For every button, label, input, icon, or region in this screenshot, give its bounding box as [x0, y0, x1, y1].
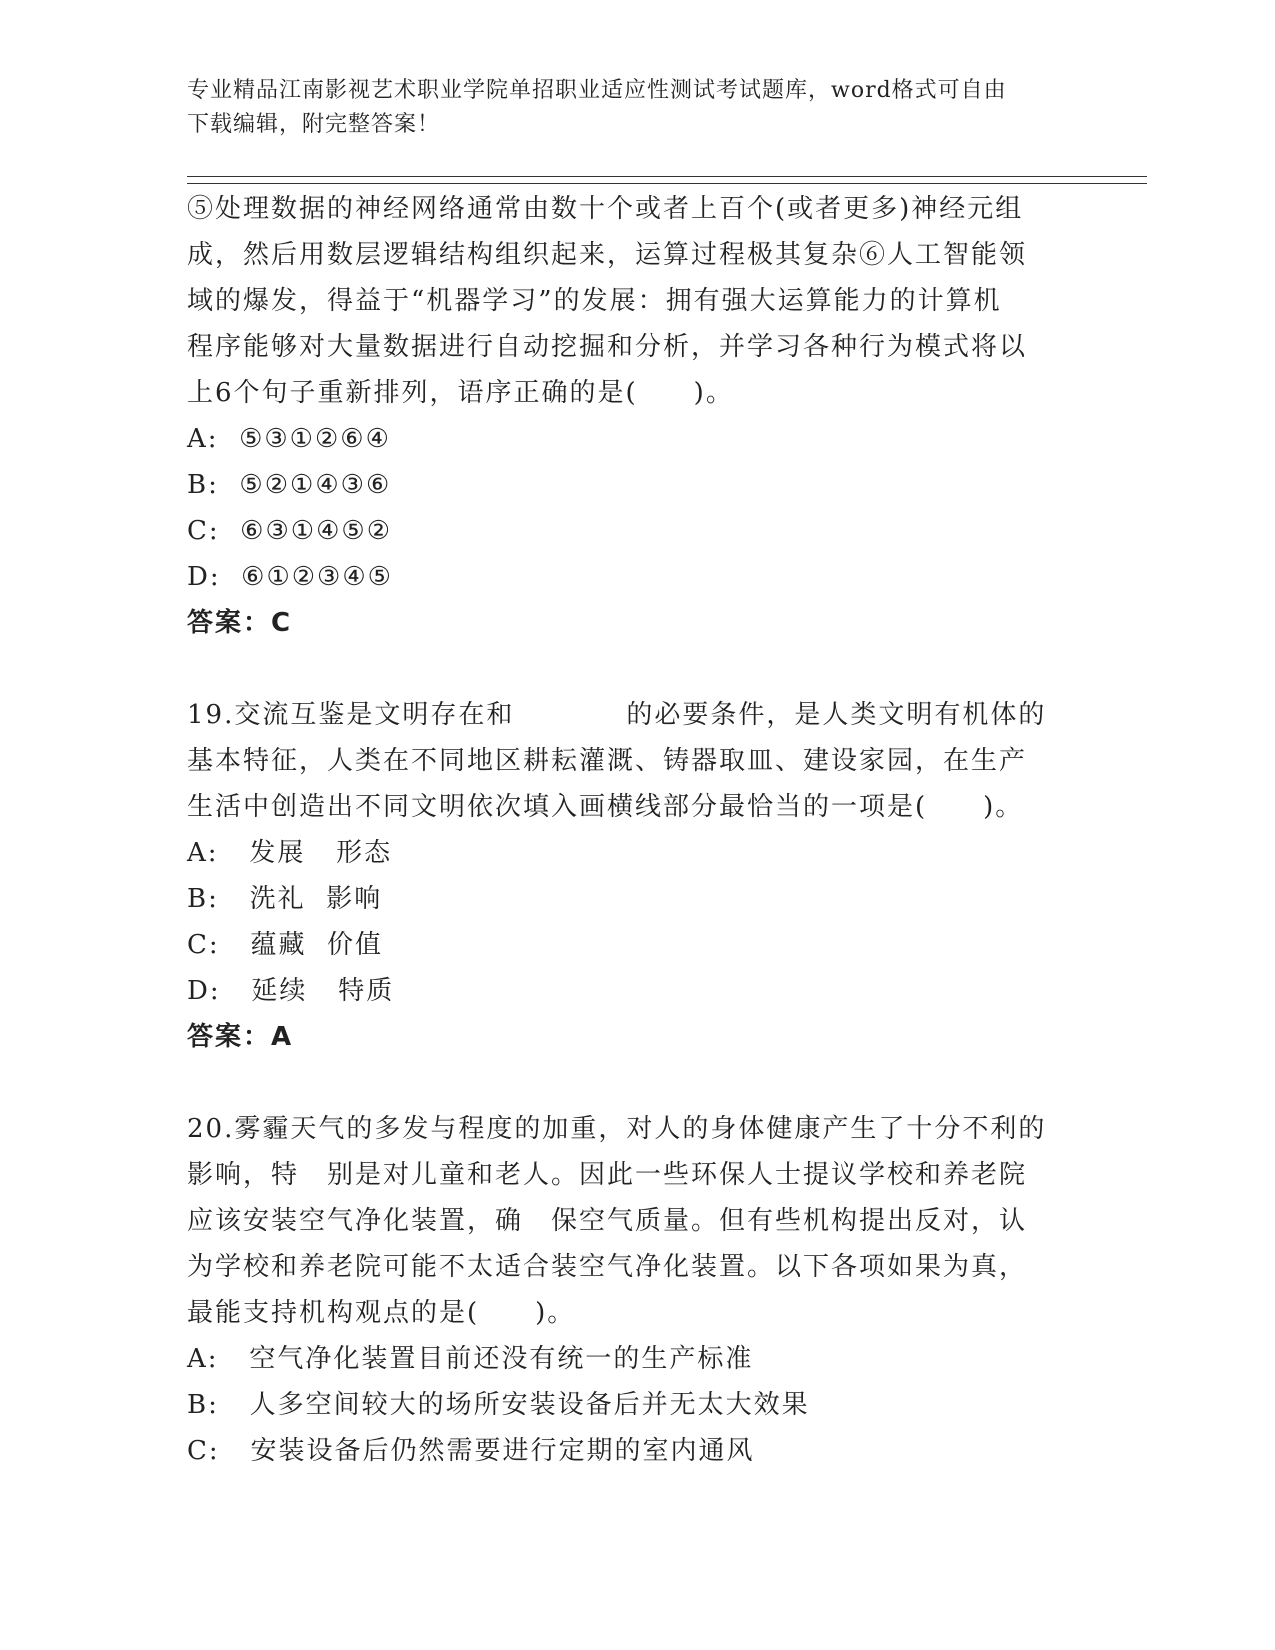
question-text-line: 最能支持机构观点的是( )。 [187, 1298, 576, 1328]
option-a: A: 发展 形态 [187, 838, 393, 868]
option-b: B: ⑤②①④③⑥ [187, 470, 392, 500]
option-b: B: 人多空间较大的场所安装设备后并无太大效果 [187, 1390, 810, 1420]
question-text-line: 程序能够对大量数据进行自动挖掘和分析，并学习各种行为模式将以 [187, 332, 1028, 362]
option-a: A: ⑤③①②⑥④ [187, 424, 391, 454]
option-b: B: 洗礼 影响 [187, 884, 383, 914]
question-spacer [187, 646, 1067, 692]
answer-label: 答案：A [187, 1022, 294, 1052]
question-text-line: 影响，特 别是对儿童和老人。因此一些环保人士提议学校和养老院 [187, 1160, 1028, 1190]
header-line-1: 专业精品江南影视艺术职业学院单招职业适应性测试考试题库，word格式可自由 [187, 78, 1007, 103]
question-text-line: 基本特征，人类在不同地区耕耘灌溉、铸器取皿、建设家园，在生产 [187, 746, 1028, 776]
question-text-line: 上6个句子重新排列，语序正确的是( )。 [187, 378, 734, 408]
option-a: A: 空气净化装置目前还没有统一的生产标准 [187, 1344, 754, 1374]
option-d: D: ⑥①②③④⑤ [187, 562, 393, 592]
question-spacer [187, 1060, 1067, 1106]
option-c: C: 安装设备后仍然需要进行定期的室内通风 [187, 1436, 755, 1466]
header-double-rule [187, 176, 1147, 184]
question-text-line: 域的爆发，得益于“机器学习”的发展：拥有强大运算能力的计算机 [187, 286, 1002, 316]
document-body [187, 186, 1067, 1474]
question-text-line: 19.交流互鉴是文明存在和 的必要条件，是人类文明有机体的 [187, 700, 1047, 730]
header-line-2: 下载编辑，附完整答案！ [187, 112, 441, 137]
page-header [187, 74, 1067, 142]
question-text-line: 应该安装空气净化装置，确 保空气质量。但有些机构提出反对，认 [187, 1206, 1028, 1236]
question-19 [187, 692, 1067, 1060]
option-c: C: ⑥③①④⑤② [187, 516, 393, 546]
question-text-line: 生活中创造出不同文明依次填入画横线部分最恰当的一项是( )。 [187, 792, 1024, 822]
question-text-line: 成，然后用数层逻辑结构组织起来，运算过程极其复杂⑥人工智能领 [187, 240, 1028, 270]
question-20 [187, 1106, 1067, 1474]
question-18 [187, 186, 1067, 646]
question-text-line: ⑤处理数据的神经网络通常由数十个或者上百个(或者更多)神经元组 [187, 194, 1024, 224]
option-c: C: 蕴藏 价值 [187, 930, 383, 960]
question-text-line: 20.雾霾天气的多发与程度的加重，对人的身体健康产生了十分不利的 [187, 1114, 1047, 1144]
question-text-line: 为学校和养老院可能不太适合装空气净化装置。以下各项如果为真， [187, 1252, 1028, 1282]
answer-label: 答案：C [187, 608, 293, 638]
option-d: D: 延续 特质 [187, 976, 395, 1006]
